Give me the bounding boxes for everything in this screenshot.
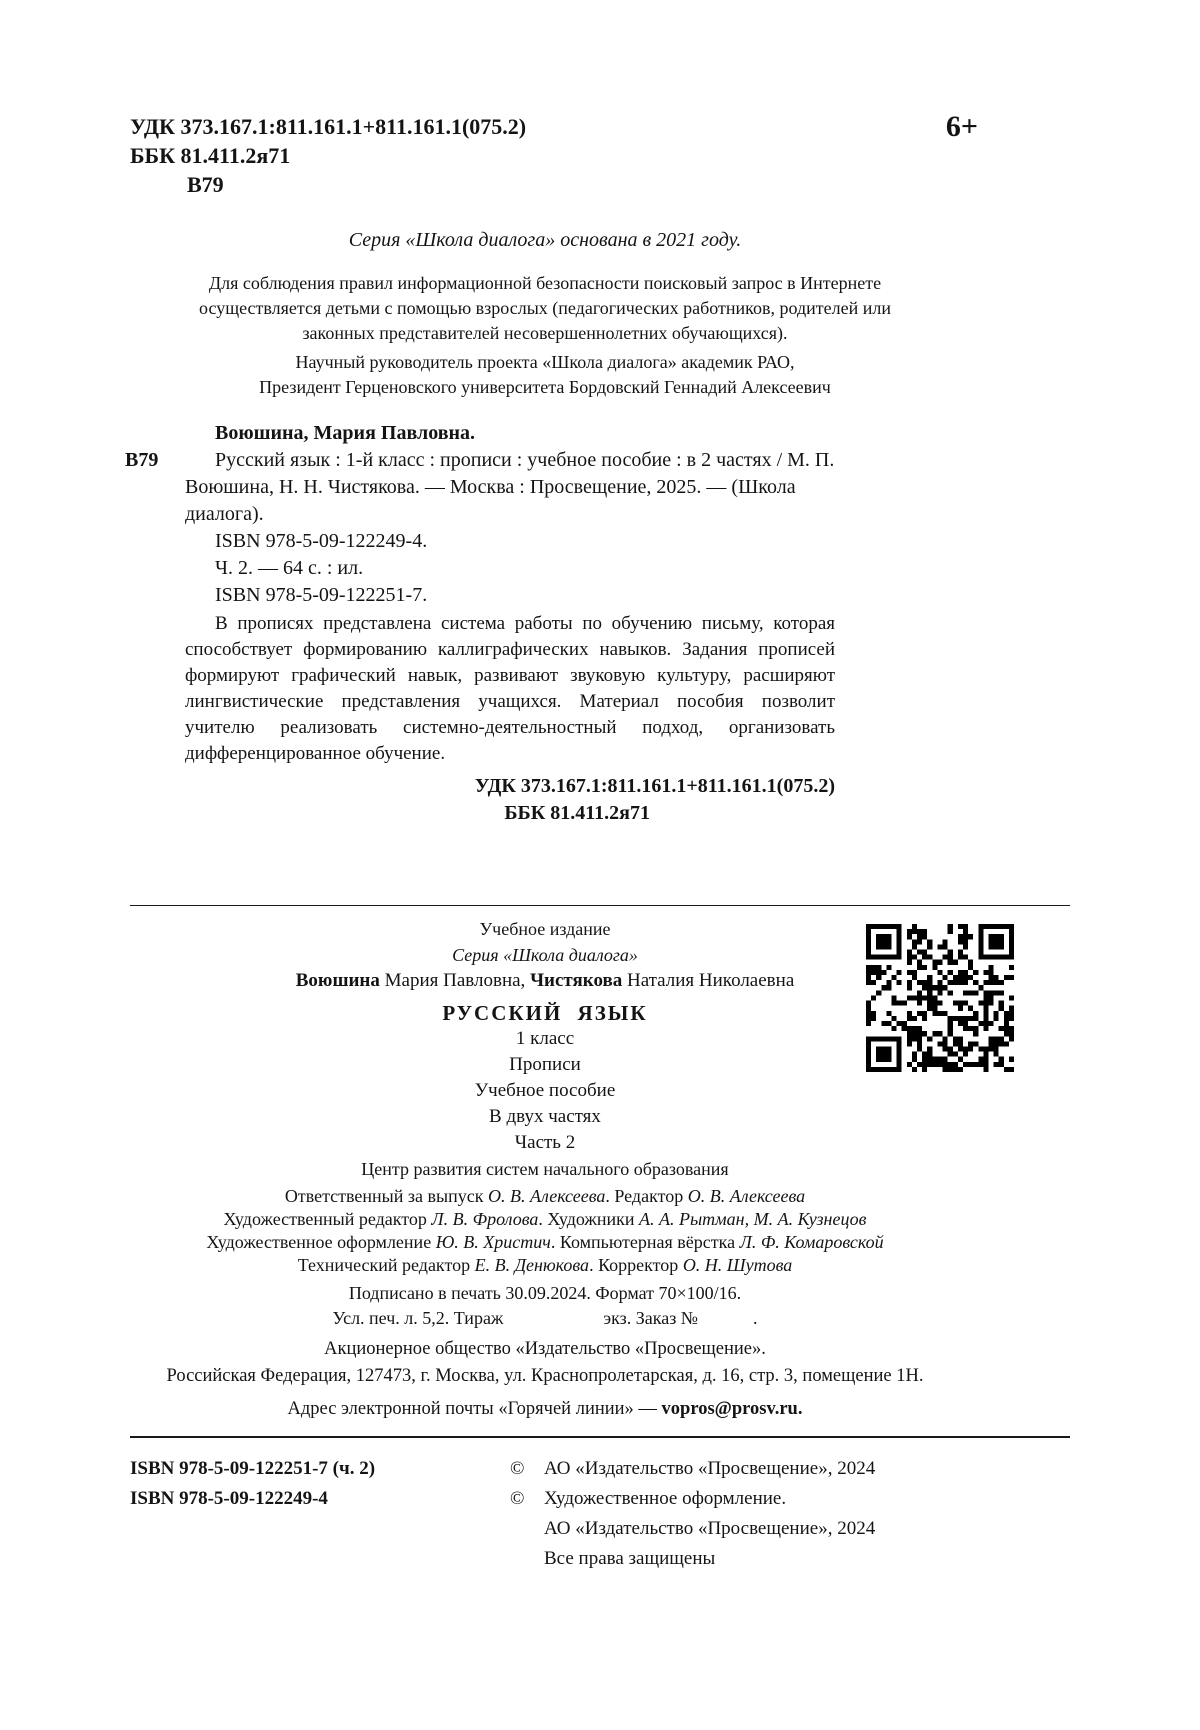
copyright-row-4: [510, 1544, 1070, 1574]
staff-line-2: Художественный редактор Л. В. Фролова. Художники А. А. Рытман, М. А. Кузнецов: [223, 1209, 867, 1229]
copyright-row-2: [510, 1484, 1070, 1514]
publisher-name: Акционерное общество «Издательство «Просвещение».: [324, 1339, 766, 1359]
bib-part-info: Ч. 2. — 64 с. : ил.: [215, 557, 364, 579]
imprint-section: [130, 916, 1070, 1422]
hotline-prefix: Адрес электронной почты «Горячей линии» —: [287, 1399, 662, 1419]
imprint-authors: Воюшина Мария Павловна, Чистякова Наталия Николаевна: [295, 970, 795, 991]
bbk-number: ББК 81.411.2я71: [130, 143, 291, 168]
copyright-publisher: АО «Издательство «Просвещение», 2024: [544, 1458, 876, 1479]
hotline-email-line: [130, 1397, 960, 1422]
copyright-design-publisher: АО «Издательство «Просвещение», 2024: [544, 1518, 876, 1539]
margin-author-sign: В79: [125, 449, 159, 471]
bib-udk: УДК 373.167.1:811.161.1+811.161.1(075.2): [474, 775, 835, 797]
print-date-format: Подписано в печать 30.09.2024. Формат 70×100/16.: [348, 1283, 742, 1303]
qr-code: [866, 924, 1014, 1072]
book-grade: 1 класс: [515, 1028, 575, 1049]
hotline-email: vopros@prosv.ru.: [661, 1399, 803, 1419]
copyright-symbol: ©: [510, 1488, 525, 1509]
copyright-row-3: [510, 1514, 1070, 1544]
author-sign: В79: [187, 172, 224, 197]
bib-description: Русский язык : 1-й класс : прописи : учебное пособие : в 2 частях / М. П. Воюшина, Н. Н. Чистякова. — Москва : Просвещение, 2025. — (Школа диалога).: [185, 449, 835, 525]
edition-type: Учебное издание: [479, 919, 611, 939]
print-run-part2: экз. Заказ №: [603, 1308, 698, 1328]
staff-line-4: Технический редактор Е. В. Денюкова. Корректор О. Н. Шутова: [297, 1255, 793, 1275]
book-edition-kind: Учебное пособие: [474, 1080, 616, 1101]
book-subtitle: Прописи: [509, 1054, 581, 1075]
udk-number: УДК 373.167.1:811.161.1+811.161.1(075.2): [130, 114, 527, 139]
footer-isbn-part: ISBN 978-5-09-122251-7 (ч. 2): [130, 1458, 376, 1479]
footer-isbn-set: ISBN 978-5-09-122249-4: [130, 1488, 328, 1509]
divider-top: [130, 905, 1070, 906]
copyright-row-1: [510, 1454, 1070, 1484]
book-parts: В двух частях: [489, 1106, 601, 1127]
staff-block: [130, 1185, 960, 1277]
book-title: РУССКИЙ ЯЗЫК: [442, 1001, 648, 1025]
bib-bbk: ББК 81.411.2я71: [504, 802, 650, 824]
supervisor-line-1: Научный руководитель проекта «Школа диалога» академик РАО,: [295, 352, 795, 372]
publisher-address: Российская Федерация, 127473, г. Москва, ул. Краснопролетарская, д. 16, стр. 3, помещение 1Н.: [166, 1366, 924, 1386]
footer-copyright-block: [510, 1454, 1070, 1574]
imprint-series: Серия «Школа диалога»: [452, 945, 638, 965]
page-header: [130, 112, 1070, 199]
classification-block: [130, 112, 526, 199]
print-run-line: [130, 1306, 960, 1331]
print-run-part1: Усл. печ. л. 5,2. Тираж: [332, 1308, 504, 1328]
supervisor-note: [130, 350, 960, 400]
bibliographic-record: [125, 420, 835, 827]
book-part: Часть 2: [514, 1132, 576, 1153]
safety-note: Для соблюдения правил информационной безопасности поисковый запрос в Интернете осуществляется детьми с помощью взрослых (педагогических работников, родителей или законных представителей несовершеннолетних обучающихся).: [199, 273, 891, 343]
footer: [130, 1454, 1070, 1574]
bib-annotation: В прописях представлена система работы по обучению письму, которая способствует формированию каллиграфических навыков. Задания прописей формируют графический навык, развивают звуковую культуру, расширяют лингвистические представления учащихся. Материал пособия позволит учителю реализовать системно-деятельностный подход, организовать дифференцированное обучение.: [185, 613, 835, 764]
copyright-design: Художественное оформление.: [544, 1488, 787, 1509]
copyright-symbol: ©: [510, 1458, 525, 1479]
bib-author: Воюшина, Мария Павловна.: [215, 422, 476, 444]
footer-isbn-block: [130, 1454, 510, 1574]
imprint-text-block: [130, 916, 960, 1422]
age-rating-badge: 6+: [945, 110, 978, 143]
top-centered-matter: [130, 227, 960, 400]
bib-isbn-first: ISBN 978-5-09-122249-4.: [215, 530, 428, 552]
divider-bottom: [130, 1436, 1070, 1438]
staff-line-1: Ответственный за выпуск О. В. Алексеева. Редактор О. В. Алексеева: [284, 1186, 806, 1206]
development-center: Центр развития систем начального образования: [361, 1159, 729, 1179]
rights-reserved: Все права защищены: [544, 1548, 716, 1569]
supervisor-line-2: Президент Герценовского университета Бордовский Геннадий Алексеевич: [259, 377, 831, 397]
bib-isbn-second: ISBN 978-5-09-122251-7.: [215, 584, 428, 606]
series-founded-note: Серия «Школа диалога» основана в 2021 году.: [348, 229, 742, 251]
print-run-part3: .: [752, 1308, 758, 1328]
staff-line-3: Художественное оформление Ю. В. Христич. Компьютерная вёрстка Л. Ф. Комаровской: [206, 1232, 884, 1252]
